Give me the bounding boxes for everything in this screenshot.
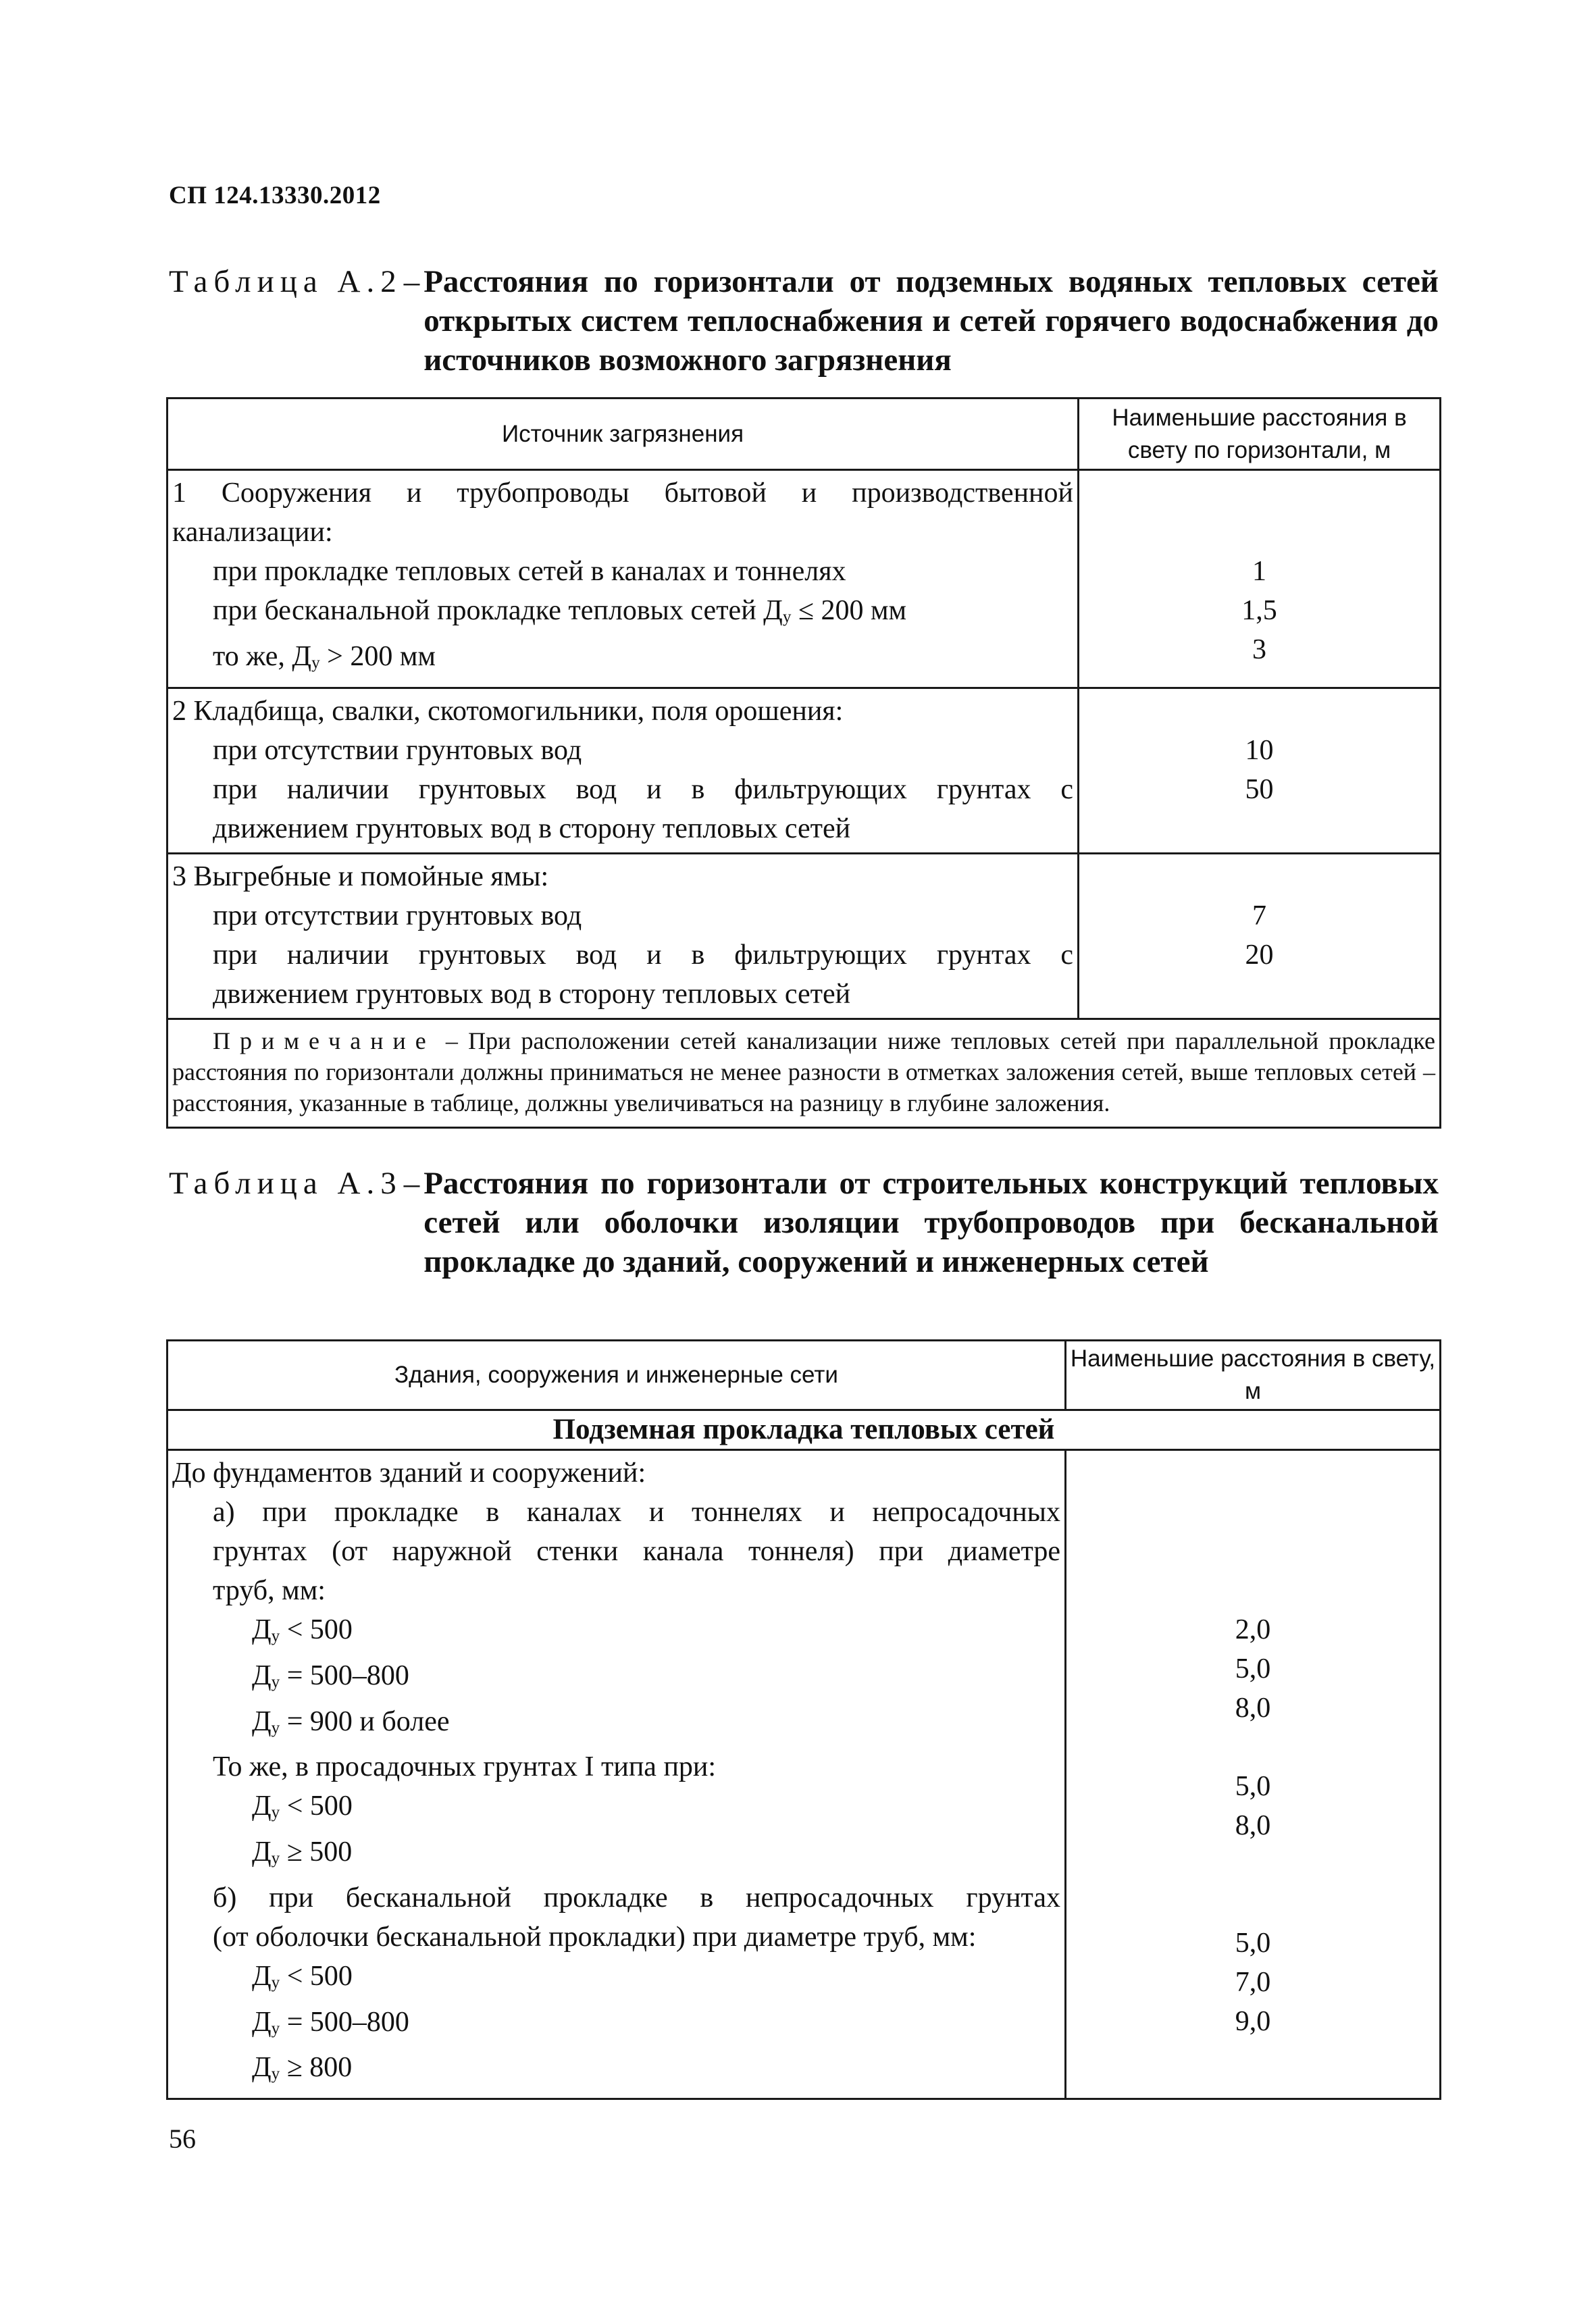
a-row-3-value: 8,0 bbox=[1235, 1693, 1271, 1724]
table-a2-title: Расстояния по горизонтали от подземных водяных тепловых сетей открытых систем теплоснабжения и сетей горячего водоснабжения до источников возможного загрязнения bbox=[423, 264, 1439, 378]
group-1-row-3-text: то же, $Д_у > 200$ мм bbox=[213, 640, 436, 672]
a-row-1-value: 2,0 bbox=[1235, 1614, 1271, 1645]
group-1-row-2-text: при бесканальной прокладке тепловых сетей $Д_у \le 200$ мм bbox=[213, 595, 907, 626]
table-a2-col-distance: Наименьшие расстояния в свету по горизонтали, м bbox=[1079, 398, 1441, 470]
table-a2-note bbox=[168, 1019, 1441, 1127]
table-a2-group-1-values bbox=[1079, 470, 1441, 688]
table-a3-dash: – bbox=[403, 1166, 420, 1201]
table-a2-label: Таблица А.2 bbox=[169, 264, 403, 299]
group-1-title-line-2: канализации: bbox=[172, 517, 333, 548]
group-2-title: 2 Кладбища, свалки, скотомогильники, поля орошения: bbox=[172, 695, 844, 727]
group-2-row-2-text-a: при наличии грунтовых вод и в фильтрующих грунтах с bbox=[213, 773, 1073, 805]
table-a3-title: Расстояния по горизонтали от строительных конструкций тепловых сетей или оболочки изоляции трубопроводов при бесканальной прокладке до зданий, сооружений и инженерных сетей bbox=[423, 1166, 1439, 1279]
table-a2-header-row bbox=[168, 398, 1441, 470]
group-3-row-2-text-b: движением грунтовых вод в сторону тепловых сетей bbox=[213, 978, 851, 1010]
table-a2-group-1-source bbox=[168, 470, 1079, 688]
group-3-row-2-value: 20 bbox=[1245, 939, 1274, 971]
group-3-row-1-text: при отсутствии грунтовых вод bbox=[213, 900, 582, 931]
b-row-3-text: $Д_у \ge 800$ bbox=[252, 2052, 353, 2084]
group-2-row-2-text-b: движением грунтовых вод в сторону тепловых сетей bbox=[213, 813, 851, 844]
table-a3-section-title: Подземная прокладка тепловых сетей bbox=[168, 1410, 1441, 1450]
table-a2-dash: – bbox=[403, 264, 420, 299]
a-line-1: а) при прокладке в каналах и тоннелях и непросадочных bbox=[213, 1497, 1060, 1528]
b-line-1: б) при бесканальной прокладке в непросадочных грунтах bbox=[213, 1882, 1060, 1913]
table-a3-label: Таблица А.3 bbox=[169, 1166, 403, 1201]
table-a3 bbox=[166, 1339, 1441, 2100]
table-a2-note-row bbox=[168, 1019, 1441, 1127]
group-1-row-2-value: 1,5 bbox=[1241, 595, 1277, 626]
table-a2-caption bbox=[169, 262, 1439, 380]
a-line-2: грунтах (от наружной стенки канала тоннеля) при диаметре bbox=[213, 1536, 1060, 1567]
a-row-3-text: $Д_у = 900$ и более bbox=[252, 1705, 450, 1737]
table-a3-foundations-source bbox=[168, 1450, 1066, 2099]
table-a3-foundations-group bbox=[168, 1450, 1441, 2099]
table-a2-group-3-values bbox=[1079, 853, 1441, 1019]
same-row-1-value: 5,0 bbox=[1235, 1771, 1271, 1802]
same-row-2-text: $Д_у \ge 500$ bbox=[252, 1836, 353, 1868]
group-3-row-2-text-a: при наличии грунтовых вод и в фильтрующих грунтах с bbox=[213, 939, 1073, 971]
table-a2-group-2-values bbox=[1079, 688, 1441, 853]
group-1-title-line-1: 1 Сооружения и трубопроводы бытовой и производственной bbox=[172, 478, 1073, 509]
group-3-title: 3 Выгребные и помойные ямы: bbox=[172, 860, 549, 892]
table-a2-col-source: Источник загрязнения bbox=[168, 398, 1079, 470]
table-a3-header-row bbox=[168, 1341, 1441, 1410]
table-a3-foundations-values bbox=[1066, 1450, 1441, 2099]
table-a2-group-2 bbox=[168, 688, 1441, 853]
group-1-row-1-value: 1 bbox=[1252, 556, 1266, 587]
b-row-2-value: 7,0 bbox=[1235, 1967, 1271, 1998]
a-row-2-value: 5,0 bbox=[1235, 1653, 1271, 1685]
table-a3-col-object: Здания, сооружения и инженерные сети bbox=[168, 1341, 1066, 1410]
foundations-title: До фундаментов зданий и сооружений: bbox=[172, 1458, 646, 1489]
document-code: СП 124.13330.2012 bbox=[169, 182, 381, 209]
table-a3-caption bbox=[169, 1164, 1439, 1281]
b-row-1-value: 5,0 bbox=[1235, 1928, 1271, 1959]
group-2-row-1-value: 10 bbox=[1245, 734, 1274, 766]
table-a3-section-row bbox=[168, 1410, 1441, 1450]
a-row-1-text: $Д_у < 500$ bbox=[252, 1614, 353, 1645]
note-text: – При расположении сетей канализации ниже тепловых сетей при параллельной прокладке расстояния по горизонтали должны приниматься не менее разности в отметках заложения сетей, выше тепловых сетей – расстояния, указанные в таблице, должны увеличиваться на разницу в глубине заложения. bbox=[172, 1027, 1435, 1116]
same-row-2-value: 8,0 bbox=[1235, 1810, 1271, 1841]
b-row-3-value: 9,0 bbox=[1235, 2006, 1271, 2037]
table-a2-group-3 bbox=[168, 853, 1441, 1019]
a-row-2-text: $Д_у = 500-800$ bbox=[252, 1660, 409, 1691]
group-2-row-2-value: 50 bbox=[1245, 773, 1274, 805]
same-row-1-text: $Д_у < 500$ bbox=[252, 1791, 353, 1822]
b-line-2: (от оболочки бесканальной прокладки) при диаметре труб, мм: bbox=[213, 1921, 977, 1953]
b-row-2-text: $Д_у = 500-800$ bbox=[252, 2006, 409, 2038]
table-a3-col-distance: Наименьшие расстояния в свету, м bbox=[1066, 1341, 1441, 1410]
table-a2-group-1 bbox=[168, 470, 1441, 688]
group-3-row-1-value: 7 bbox=[1252, 900, 1266, 931]
table-a2 bbox=[166, 397, 1441, 1129]
group-1-row-3-value: 3 bbox=[1252, 634, 1266, 665]
same-title: То же, в просадочных грунтах I типа при: bbox=[213, 1751, 717, 1783]
page-number: 56 bbox=[169, 2124, 196, 2154]
table-a2-group-2-source bbox=[168, 688, 1079, 853]
group-1-row-1-text: при прокладке тепловых сетей в каналах и тоннелях bbox=[213, 556, 846, 587]
table-a2-group-3-source bbox=[168, 853, 1079, 1019]
a-line-3: труб, мм: bbox=[213, 1575, 326, 1606]
b-row-1-text: $Д_у < 500$ bbox=[252, 1960, 353, 1992]
note-label: Примечание bbox=[213, 1027, 436, 1054]
group-2-row-1-text: при отсутствии грунтовых вод bbox=[213, 734, 582, 766]
